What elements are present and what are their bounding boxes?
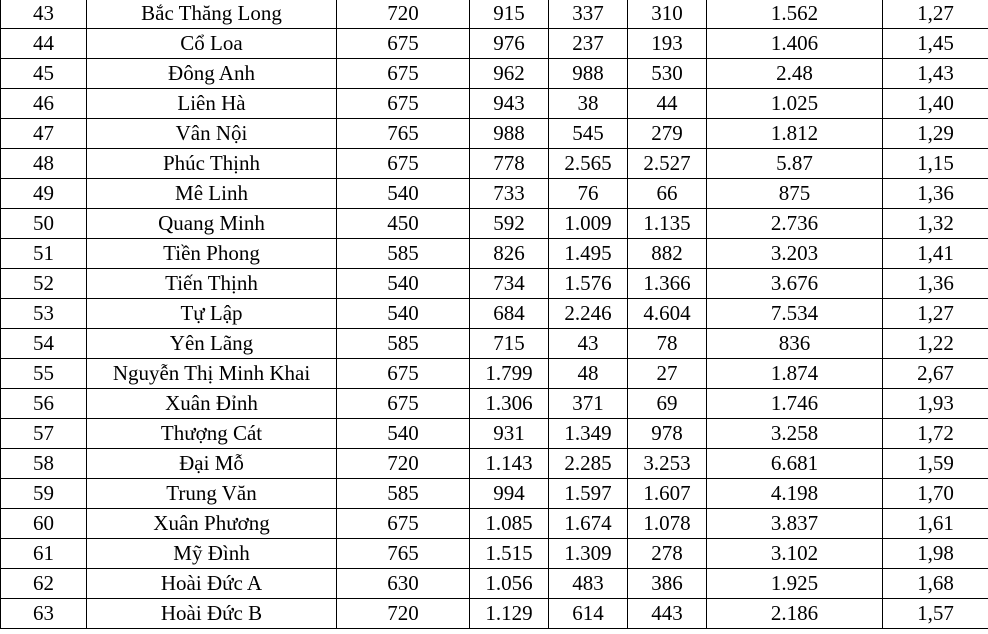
cell-first-choice: 826 xyxy=(470,239,549,269)
cell-row-number: 60 xyxy=(1,509,87,539)
table-row xyxy=(1,149,988,179)
cell-first-choice: 976 xyxy=(470,29,549,59)
cell-second-choice: 43 xyxy=(549,329,628,359)
cell-quota: 720 xyxy=(337,0,470,29)
cell-third-choice: 530 xyxy=(628,59,707,89)
cell-quota: 585 xyxy=(337,239,470,269)
cell-school-name: Xuân Phương xyxy=(87,509,337,539)
cell-third-choice: 4.604 xyxy=(628,299,707,329)
cell-second-choice: 1.309 xyxy=(549,539,628,569)
cell-row-number: 50 xyxy=(1,209,87,239)
table-row xyxy=(1,89,988,119)
cell-competition-ratio: 1,27 xyxy=(883,0,988,29)
cell-total-applicants: 836 xyxy=(707,329,883,359)
cell-row-number: 48 xyxy=(1,149,87,179)
cell-total-applicants: 3.676 xyxy=(707,269,883,299)
cell-first-choice: 733 xyxy=(470,179,549,209)
cell-competition-ratio: 1,68 xyxy=(883,569,988,599)
cell-third-choice: 279 xyxy=(628,119,707,149)
cell-first-choice: 1.143 xyxy=(470,449,549,479)
cell-second-choice: 2.285 xyxy=(549,449,628,479)
cell-row-number: 49 xyxy=(1,179,87,209)
cell-total-applicants: 2.48 xyxy=(707,59,883,89)
cell-quota: 765 xyxy=(337,539,470,569)
table-row xyxy=(1,389,988,419)
table-row xyxy=(1,509,988,539)
cell-school-name: Xuân Đỉnh xyxy=(87,389,337,419)
cell-second-choice: 371 xyxy=(549,389,628,419)
cell-second-choice: 2.565 xyxy=(549,149,628,179)
cell-school-name: Nguyễn Thị Minh Khai xyxy=(87,359,337,389)
cell-quota: 675 xyxy=(337,509,470,539)
cell-third-choice: 44 xyxy=(628,89,707,119)
cell-school-name: Hoài Đức B xyxy=(87,599,337,629)
cell-total-applicants: 2.736 xyxy=(707,209,883,239)
table-row xyxy=(1,209,988,239)
cell-quota: 675 xyxy=(337,59,470,89)
cell-second-choice: 483 xyxy=(549,569,628,599)
cell-first-choice: 778 xyxy=(470,149,549,179)
table-row xyxy=(1,269,988,299)
cell-competition-ratio: 1,22 xyxy=(883,329,988,359)
cell-row-number: 63 xyxy=(1,599,87,629)
cell-row-number: 62 xyxy=(1,569,87,599)
table-row xyxy=(1,419,988,449)
cell-total-applicants: 1.406 xyxy=(707,29,883,59)
cell-competition-ratio: 2,67 xyxy=(883,359,988,389)
cell-row-number: 53 xyxy=(1,299,87,329)
cell-school-name: Mê Linh xyxy=(87,179,337,209)
cell-first-choice: 1.056 xyxy=(470,569,549,599)
cell-total-applicants: 2.186 xyxy=(707,599,883,629)
cell-second-choice: 237 xyxy=(549,29,628,59)
cell-quota: 720 xyxy=(337,449,470,479)
cell-first-choice: 994 xyxy=(470,479,549,509)
cell-row-number: 55 xyxy=(1,359,87,389)
table-row xyxy=(1,449,988,479)
cell-school-name: Thượng Cát xyxy=(87,419,337,449)
cell-quota: 720 xyxy=(337,599,470,629)
cell-competition-ratio: 1,40 xyxy=(883,89,988,119)
cell-third-choice: 1.366 xyxy=(628,269,707,299)
table-body xyxy=(1,0,988,629)
cell-first-choice: 931 xyxy=(470,419,549,449)
cell-school-name: Tiến Thịnh xyxy=(87,269,337,299)
cell-row-number: 59 xyxy=(1,479,87,509)
cell-school-name: Liên Hà xyxy=(87,89,337,119)
cell-first-choice: 715 xyxy=(470,329,549,359)
cell-total-applicants: 1.925 xyxy=(707,569,883,599)
cell-school-name: Yên Lãng xyxy=(87,329,337,359)
cell-quota: 675 xyxy=(337,29,470,59)
cell-school-name: Mỹ Đình xyxy=(87,539,337,569)
cell-school-name: Quang Minh xyxy=(87,209,337,239)
cell-third-choice: 78 xyxy=(628,329,707,359)
cell-quota: 540 xyxy=(337,419,470,449)
cell-third-choice: 3.253 xyxy=(628,449,707,479)
cell-row-number: 44 xyxy=(1,29,87,59)
cell-quota: 675 xyxy=(337,149,470,179)
cell-first-choice: 943 xyxy=(470,89,549,119)
cell-third-choice: 193 xyxy=(628,29,707,59)
cell-second-choice: 1.674 xyxy=(549,509,628,539)
table-row xyxy=(1,359,988,389)
cell-competition-ratio: 1,45 xyxy=(883,29,988,59)
cell-first-choice: 1.799 xyxy=(470,359,549,389)
cell-quota: 675 xyxy=(337,89,470,119)
cell-row-number: 43 xyxy=(1,0,87,29)
cell-competition-ratio: 1,29 xyxy=(883,119,988,149)
cell-third-choice: 278 xyxy=(628,539,707,569)
cell-first-choice: 962 xyxy=(470,59,549,89)
cell-competition-ratio: 1,57 xyxy=(883,599,988,629)
cell-quota: 540 xyxy=(337,299,470,329)
cell-competition-ratio: 1,15 xyxy=(883,149,988,179)
table-row xyxy=(1,599,988,629)
table-row xyxy=(1,59,988,89)
cell-total-applicants: 3.102 xyxy=(707,539,883,569)
cell-third-choice: 2.527 xyxy=(628,149,707,179)
cell-total-applicants: 3.258 xyxy=(707,419,883,449)
cell-first-choice: 1.085 xyxy=(470,509,549,539)
cell-competition-ratio: 1,70 xyxy=(883,479,988,509)
cell-third-choice: 1.135 xyxy=(628,209,707,239)
cell-second-choice: 988 xyxy=(549,59,628,89)
table-row xyxy=(1,569,988,599)
cell-third-choice: 386 xyxy=(628,569,707,599)
cell-school-name: Vân Nội xyxy=(87,119,337,149)
cell-first-choice: 592 xyxy=(470,209,549,239)
cell-competition-ratio: 1,93 xyxy=(883,389,988,419)
table-row xyxy=(1,179,988,209)
cell-first-choice: 988 xyxy=(470,119,549,149)
cell-row-number: 56 xyxy=(1,389,87,419)
cell-total-applicants: 5.87 xyxy=(707,149,883,179)
cell-third-choice: 443 xyxy=(628,599,707,629)
cell-third-choice: 27 xyxy=(628,359,707,389)
cell-quota: 765 xyxy=(337,119,470,149)
cell-first-choice: 1.306 xyxy=(470,389,549,419)
cell-row-number: 45 xyxy=(1,59,87,89)
cell-competition-ratio: 1,27 xyxy=(883,299,988,329)
cell-total-applicants: 3.203 xyxy=(707,239,883,269)
cell-competition-ratio: 1,43 xyxy=(883,59,988,89)
cell-competition-ratio: 1,61 xyxy=(883,509,988,539)
cell-second-choice: 337 xyxy=(549,0,628,29)
cell-total-applicants: 7.534 xyxy=(707,299,883,329)
cell-total-applicants: 1.562 xyxy=(707,0,883,29)
cell-competition-ratio: 1,32 xyxy=(883,209,988,239)
cell-second-choice: 76 xyxy=(549,179,628,209)
cell-first-choice: 684 xyxy=(470,299,549,329)
cell-competition-ratio: 1,36 xyxy=(883,269,988,299)
table-row xyxy=(1,299,988,329)
cell-total-applicants: 1.874 xyxy=(707,359,883,389)
table-row xyxy=(1,0,988,29)
cell-second-choice: 38 xyxy=(549,89,628,119)
cell-third-choice: 66 xyxy=(628,179,707,209)
cell-row-number: 52 xyxy=(1,269,87,299)
table-row xyxy=(1,479,988,509)
cell-second-choice: 48 xyxy=(549,359,628,389)
cell-second-choice: 1.576 xyxy=(549,269,628,299)
cell-second-choice: 614 xyxy=(549,599,628,629)
cell-quota: 585 xyxy=(337,479,470,509)
cell-school-name: Phúc Thịnh xyxy=(87,149,337,179)
cell-first-choice: 1.515 xyxy=(470,539,549,569)
cell-school-name: Đông Anh xyxy=(87,59,337,89)
cell-first-choice: 734 xyxy=(470,269,549,299)
cell-second-choice: 1.597 xyxy=(549,479,628,509)
table-row xyxy=(1,239,988,269)
cell-quota: 675 xyxy=(337,359,470,389)
cell-competition-ratio: 1,59 xyxy=(883,449,988,479)
cell-third-choice: 69 xyxy=(628,389,707,419)
cell-quota: 675 xyxy=(337,389,470,419)
cell-quota: 540 xyxy=(337,269,470,299)
cell-competition-ratio: 1,41 xyxy=(883,239,988,269)
table-row xyxy=(1,29,988,59)
cell-school-name: Tiền Phong xyxy=(87,239,337,269)
cell-row-number: 46 xyxy=(1,89,87,119)
cell-quota: 585 xyxy=(337,329,470,359)
cell-total-applicants: 1.746 xyxy=(707,389,883,419)
cell-competition-ratio: 1,72 xyxy=(883,419,988,449)
cell-competition-ratio: 1,36 xyxy=(883,179,988,209)
cell-second-choice: 545 xyxy=(549,119,628,149)
cell-school-name: Đại Mỗ xyxy=(87,449,337,479)
cell-first-choice: 915 xyxy=(470,0,549,29)
cell-third-choice: 1.078 xyxy=(628,509,707,539)
cell-quota: 540 xyxy=(337,179,470,209)
cell-first-choice: 1.129 xyxy=(470,599,549,629)
cell-school-name: Bắc Thăng Long xyxy=(87,0,337,29)
cell-third-choice: 978 xyxy=(628,419,707,449)
cell-second-choice: 1.495 xyxy=(549,239,628,269)
cell-quota: 630 xyxy=(337,569,470,599)
cell-school-name: Hoài Đức A xyxy=(87,569,337,599)
cell-third-choice: 882 xyxy=(628,239,707,269)
cell-total-applicants: 875 xyxy=(707,179,883,209)
cell-second-choice: 1.009 xyxy=(549,209,628,239)
cell-school-name: Cổ Loa xyxy=(87,29,337,59)
cell-school-name: Tự Lập xyxy=(87,299,337,329)
cell-competition-ratio: 1,98 xyxy=(883,539,988,569)
cell-third-choice: 310 xyxy=(628,0,707,29)
cell-total-applicants: 1.812 xyxy=(707,119,883,149)
cell-school-name: Trung Văn xyxy=(87,479,337,509)
cell-second-choice: 2.246 xyxy=(549,299,628,329)
cell-row-number: 54 xyxy=(1,329,87,359)
cell-quota: 450 xyxy=(337,209,470,239)
table-row xyxy=(1,119,988,149)
cell-row-number: 47 xyxy=(1,119,87,149)
cell-total-applicants: 6.681 xyxy=(707,449,883,479)
cell-row-number: 51 xyxy=(1,239,87,269)
cell-second-choice: 1.349 xyxy=(549,419,628,449)
cell-total-applicants: 1.025 xyxy=(707,89,883,119)
cell-row-number: 58 xyxy=(1,449,87,479)
cell-total-applicants: 4.198 xyxy=(707,479,883,509)
cell-row-number: 61 xyxy=(1,539,87,569)
cell-row-number: 57 xyxy=(1,419,87,449)
table-row xyxy=(1,329,988,359)
cell-total-applicants: 3.837 xyxy=(707,509,883,539)
cell-third-choice: 1.607 xyxy=(628,479,707,509)
table-row xyxy=(1,539,988,569)
